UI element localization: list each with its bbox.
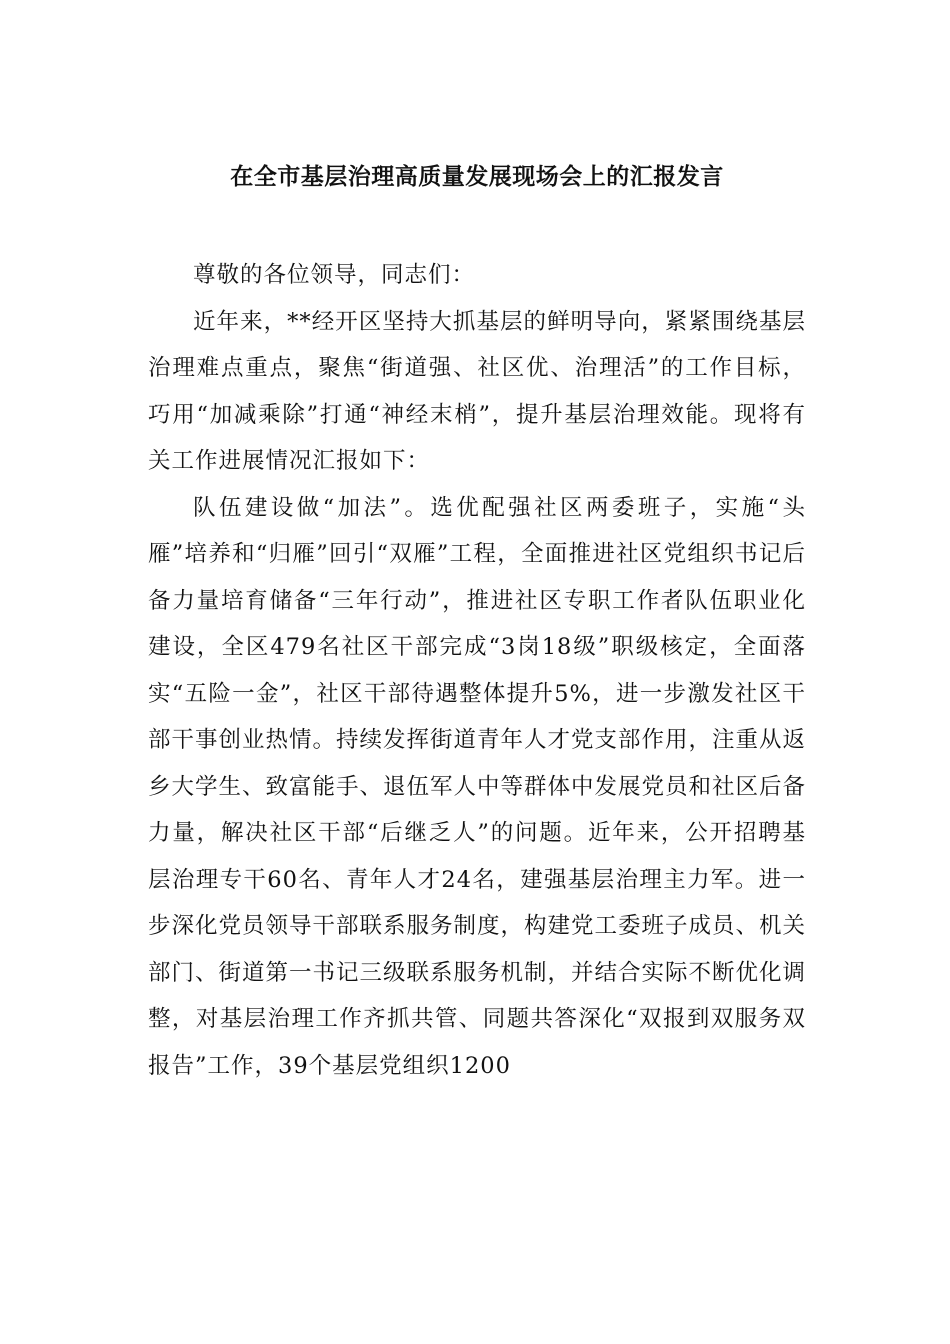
paragraph-intro: 近年来，**经开区坚持大抓基层的鲜明导向，紧紧围绕基层治理难点重点，聚焦“街道强、社区优、治理活”的工作目标，巧用“加减乘除”打通“神经末梢”，提升基层治理效能。现将有关工作进展情况汇报如下： (148, 308, 806, 474)
document-body (148, 252, 806, 1089)
paragraph-team-building: 队伍建设做“加法”。选优配强社区两委班子，实施“头雁”培养和“归雁”回引“双雁”工程，全面推进社区党组织书记后备力量培育储备“三年行动”，推进社区专职工作者队伍职业化建设，全区479名社区干部完成“3岗18级”职级核定，全面落实“五险一金”，社区干部待遇整体提升5%，进一步激发社区干部干事创业热情。持续发挥街道青年人才党支部作用，注重从返乡大学生、致富能手、退伍军人中等群体中发展党员和社区后备力量，解决社区干部“后继乏人”的问题。近年来，公开招聘基层治理专干60名、青年人才24名，建强基层治理主力军。进一步深化党员领导干部联系服务制度，构建党工委班子成员、机关部门、街道第一书记三级联系服务机制，并结合实际不断优化调整，对基层治理工作齐抓共管、同题共答深化“双报到双服务双报告”工作，39个基层党组织1200 (148, 494, 807, 1079)
salutation: 尊敬的各位领导，同志们： (193, 262, 476, 288)
page-title: 在全市基层治理高质量发展现场会上的汇报发言 (230, 163, 724, 190)
